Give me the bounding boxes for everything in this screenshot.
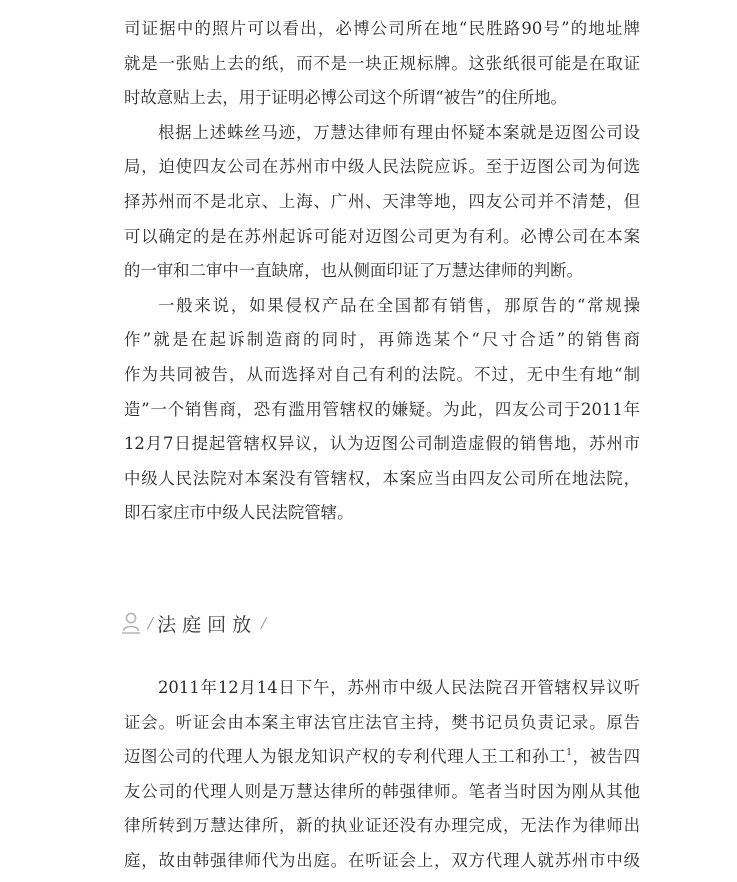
slash-decoration: / [261,614,267,632]
text-line: 作”就是在起诉制造商的同时，再筛选某个“尺寸合适”的销售商 [124,330,640,350]
text-line: 作为共同被告，从而选择对自己有利的法院。不过，无中生有地“制 [124,364,640,384]
text-line: 可以确定的是在苏州起诉可能对迈图公司更为有利。必博公司在本案 [124,226,640,246]
text-line: 证会。听证会由本案主审法官庄法官主持，樊书记员负责记录。原告 [124,712,640,732]
section-title: 法庭回放 [157,613,258,636]
text-line: 局，迫使四友公司在苏州市中级人民法院应诉。至于迈图公司为何选 [124,157,640,177]
text-block-bottom [124,671,640,879]
text-line: 一般来说，如果侵权产品在全国都有销售，那原告的“常规操 [158,295,640,315]
person-icon [122,612,140,634]
footnote-reference[interactable]: 1 [566,748,572,759]
text-line: 造”一个销售商，恐有滥用管辖权的嫌疑。为此，四友公司于2011年 [124,399,640,419]
text-line: 择苏州而不是北京、上海、广州、天津等地，四友公司并不清楚，但 [124,191,640,211]
text-line: 司证据中的照片可以看出，必博公司所在地“民胜路90号”的地址牌 [124,19,640,38]
text-line: 根据上述蛛丝马迹，万慧达律师有理由怀疑本案就是迈图公司设 [158,122,640,142]
text-line: 即石家庄市中级人民法院管辖。 [124,503,354,523]
text-line: 就是一张贴上去的纸，而不是一块正规标牌。这张纸很可能是在取证 [124,53,640,73]
text-line: 12月7日提起管辖权异议，认为迈图公司制造虚假的销售地，苏州市 [124,434,640,454]
text-line: 2011年12月14日下午，苏州市中级人民法院召开管辖权异议听 [158,678,640,697]
text-line: 时故意贴上去，用于证明必博公司这个所谓“被告”的住所地。 [124,88,567,108]
paragraph [124,12,640,116]
text-line: 律所转到万慧达律所，新的执业证还没有办理完成，无法作为律师出 [124,816,640,836]
section-heading [122,608,270,638]
paragraph [124,289,640,531]
paragraph [124,116,640,289]
text-line: 的一审和二审中一直缺席，也从侧面印证了万慧达律师的判断。 [124,261,583,281]
text-segment: 迈图公司的代理人为银龙知识产权的专利代理人王工和孙工 [124,747,567,767]
text-line: 庭，故由韩强律师代为出庭。在听证会上，双方代理人就苏州市中级 [124,850,640,870]
text-line: 中级人民法院对本案没有管辖权，本案应当由四友公司所在地法院， [124,468,640,488]
text-block-top [124,12,640,531]
text-segment: ，被告四 [571,747,641,767]
slash-decoration: / [148,614,154,632]
text-line [124,740,640,775]
text-line: 友公司的代理人则是万慧达律所的韩强律师。笔者当时因为刚从其他 [124,781,640,801]
